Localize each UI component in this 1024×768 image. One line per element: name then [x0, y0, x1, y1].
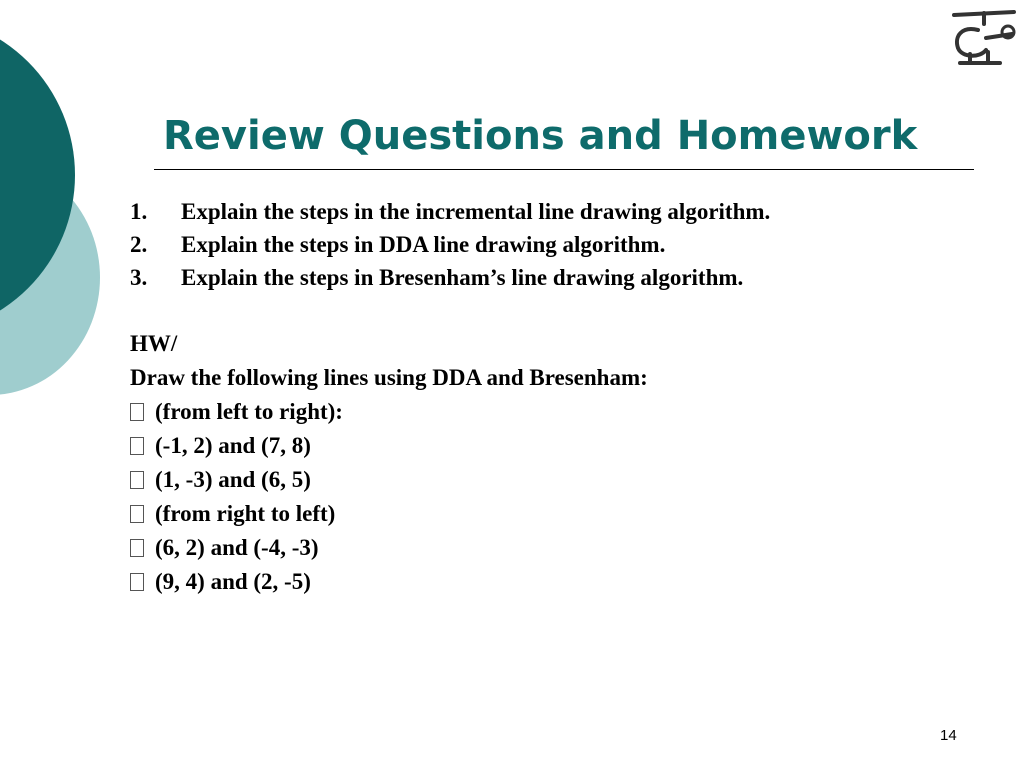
list-item: [130, 395, 980, 429]
missing-glyph-box-icon: [130, 573, 144, 591]
missing-glyph-box-icon: [130, 539, 144, 557]
homework-item-text: (9, 4) and (2, -5): [155, 569, 311, 594]
title-underline: [154, 169, 974, 170]
homework-instruction: Draw the following lines using DDA and Bresenham:: [130, 365, 648, 390]
slide-title: Review Questions and Homework: [163, 113, 918, 159]
list-item: [130, 463, 980, 497]
question-number: 3.: [130, 265, 148, 290]
list-item: [130, 261, 980, 294]
question-text: Explain the steps in DDA line drawing algorithm.: [181, 232, 666, 257]
list-item: [130, 228, 980, 261]
helicopter-logo-icon: [948, 8, 1020, 68]
question-text: Explain the steps in Bresenham’s line drawing algorithm.: [181, 265, 744, 290]
homework-item-text: (from left to right):: [155, 399, 343, 424]
review-questions-list: [130, 195, 980, 294]
homework-label: HW/: [130, 331, 178, 356]
list-item: [130, 195, 980, 228]
spacer: [130, 294, 980, 327]
homework-item-text: (-1, 2) and (7, 8): [155, 433, 311, 458]
question-text: Explain the steps in the incremental line drawing algorithm.: [181, 199, 771, 224]
homework-list: [130, 395, 980, 599]
homework-item-text: (1, -3) and (6, 5): [155, 467, 311, 492]
homework-item-text: (from right to left): [155, 501, 336, 526]
list-item: [130, 565, 980, 599]
slide-content: [130, 195, 980, 599]
missing-glyph-box-icon: [130, 437, 144, 455]
missing-glyph-box-icon: [130, 505, 144, 523]
homework-item-text: (6, 2) and (-4, -3): [155, 535, 319, 560]
list-item: [130, 497, 980, 531]
question-number: 1.: [130, 199, 148, 224]
question-number: 2.: [130, 232, 148, 257]
list-item: [130, 531, 980, 565]
missing-glyph-box-icon: [130, 471, 144, 489]
list-item: [130, 429, 980, 463]
page-number: 14: [940, 727, 957, 744]
missing-glyph-box-icon: [130, 403, 144, 421]
